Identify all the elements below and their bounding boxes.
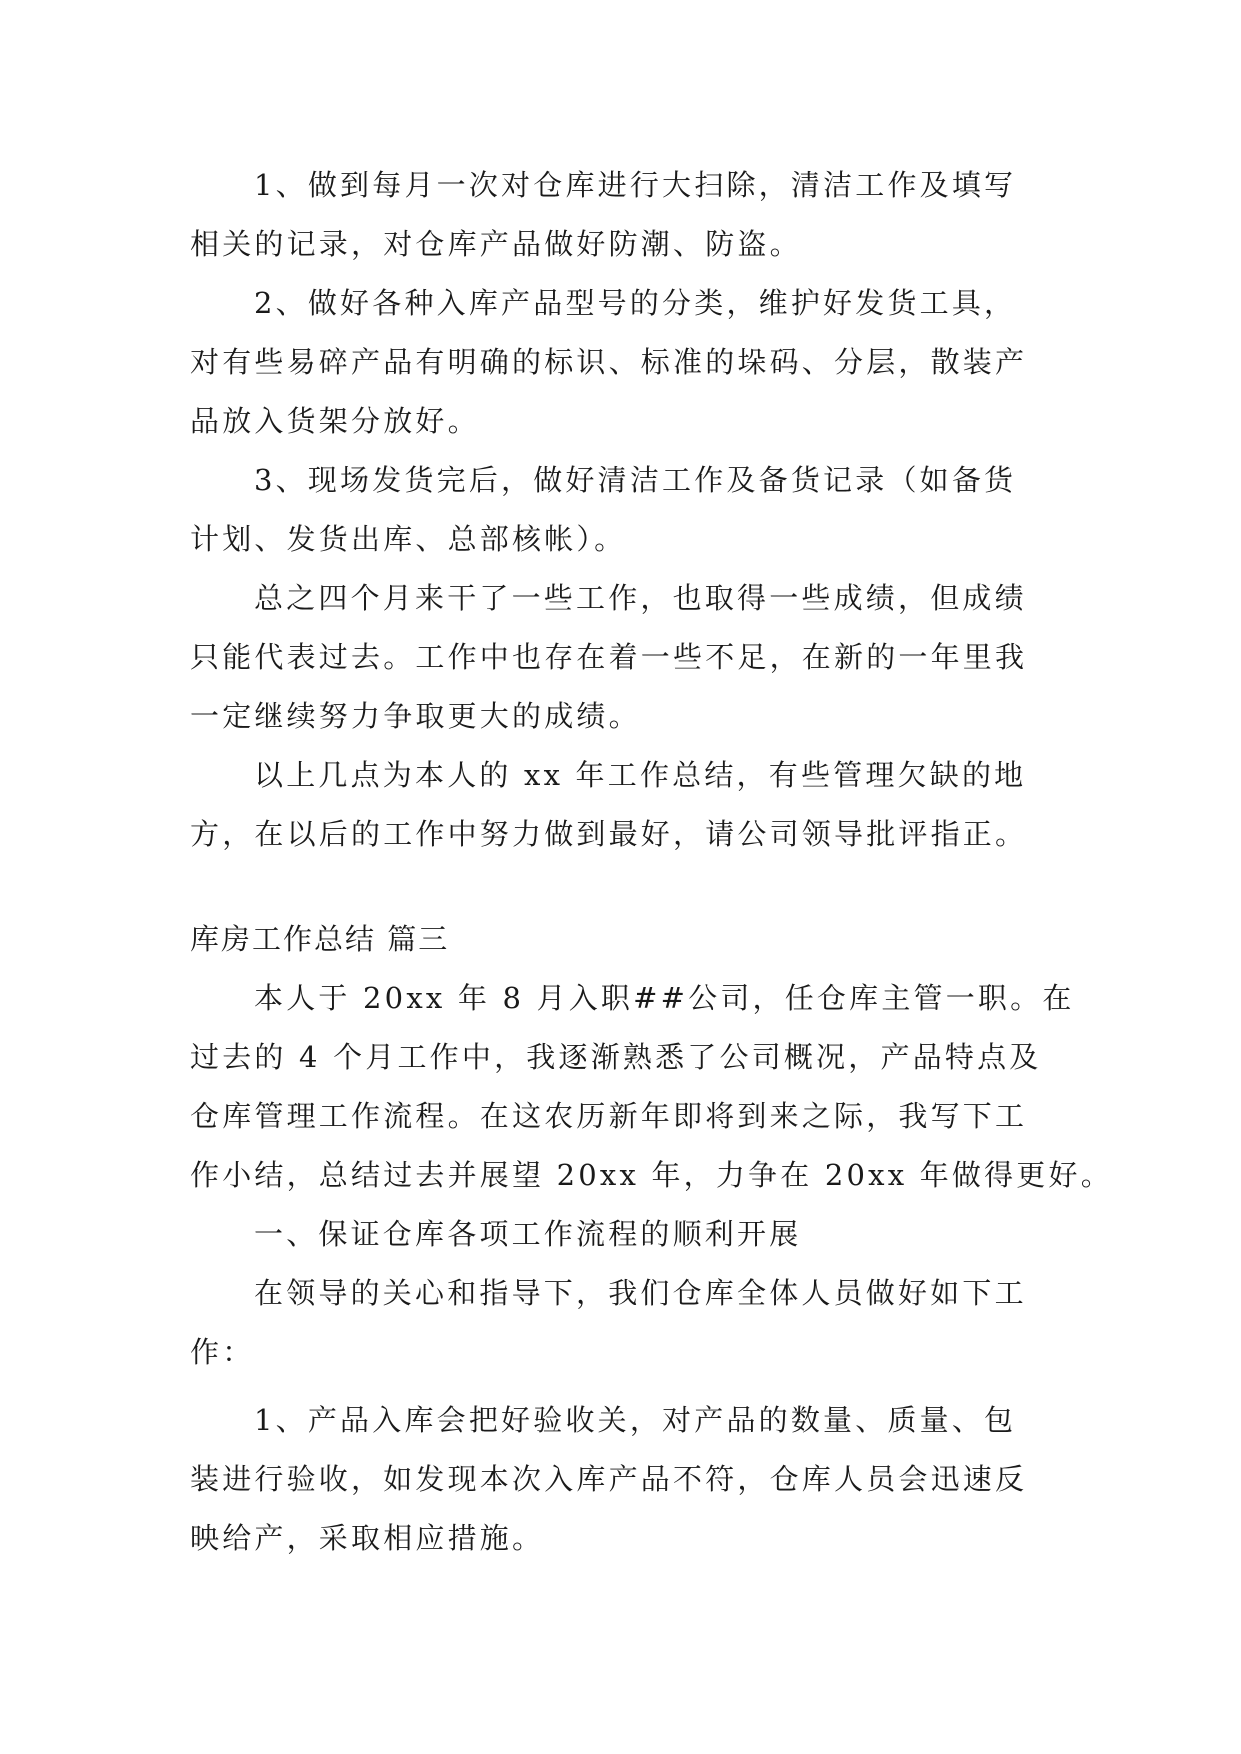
text-line: 总之四个月来干了一些工作，也取得一些成绩，但成绩	[254, 581, 1027, 615]
text-line: 本人于 20xx 年 8 月入职##公司，任仓库主管一职。在	[254, 981, 1075, 1015]
text-line: 作小结，总结过去并展望 20xx 年，力争在 20xx 年做得更好。	[190, 1158, 1113, 1192]
text-line: 过去的 4 个月工作中，我逐渐熟悉了公司概况，产品特点及	[190, 1040, 1042, 1074]
text-line: 以上几点为本人的 xx 年工作总结，有些管理欠缺的地	[254, 758, 1027, 792]
text-line: 1、做到每月一次对仓库进行大扫除，清洁工作及填写	[254, 168, 1017, 202]
text-line: 对有些易碎产品有明确的标识、标准的垛码、分层，散装产	[190, 345, 1028, 379]
text-line: 3、现场发货完后，做好清洁工作及备货记录（如备货	[254, 463, 1017, 497]
text-line: 方，在以后的工作中努力做到最好，请公司领导批评指正。	[190, 817, 1028, 851]
text-line: 一定继续努力争取更大的成绩。	[190, 699, 641, 733]
text-line: 相关的记录，对仓库产品做好防潮、防盗。	[190, 227, 802, 261]
text-line: 1、产品入库会把好验收关，对产品的数量、质量、包	[254, 1403, 1017, 1437]
text-line: 只能代表过去。工作中也存在着一些不足，在新的一年里我	[190, 640, 1028, 674]
subheading: 一、保证仓库各项工作流程的顺利开展	[254, 1217, 802, 1251]
section-heading: 库房工作总结 篇三	[190, 922, 450, 956]
text-line: 仓库管理工作流程。在这农历新年即将到来之际，我写下工	[190, 1099, 1028, 1133]
text-line: 装进行验收，如发现本次入库产品不符，仓库人员会迅速反	[190, 1462, 1028, 1496]
text-line: 计划、发货出库、总部核帐）。	[190, 522, 627, 556]
text-line: 品放入货架分放好。	[190, 404, 480, 438]
text-line: 2、做好各种入库产品型号的分类，维护好发货工具，	[254, 286, 1017, 320]
text-line: 在领导的关心和指导下，我们仓库全体人员做好如下工	[254, 1276, 1027, 1310]
text-line: 作：	[190, 1335, 255, 1369]
text-line: 映给产，采取相应措施。	[190, 1521, 545, 1555]
